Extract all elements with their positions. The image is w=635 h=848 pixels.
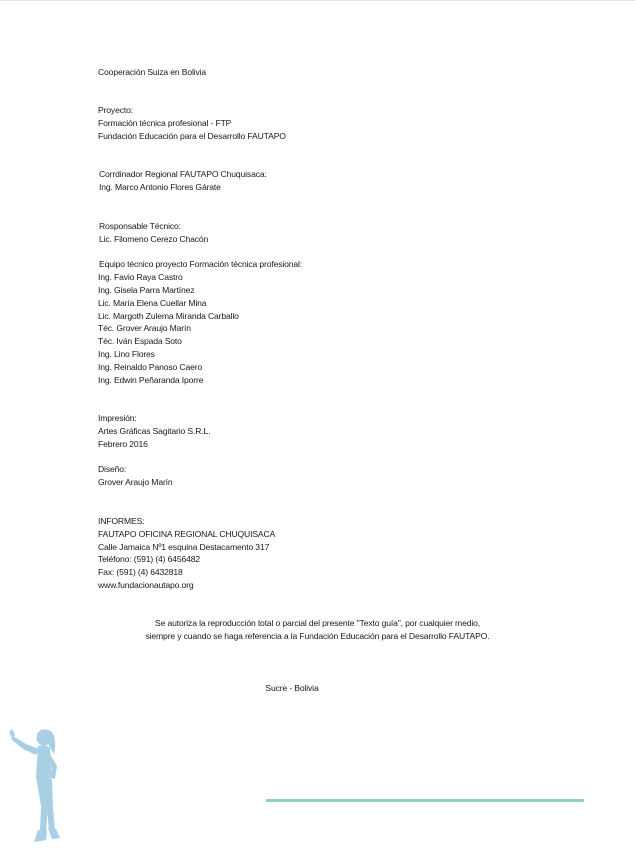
reproduction-notice-line1: Se autoriza la reproducción total o parcial del presente "Texto guía", por cualquier medio, — [155, 618, 480, 628]
team-heading: Equipo técnico proyecto Formación técnica profesional: — [99, 259, 303, 269]
informes-fax: Fax: (591) (4) 6432818 — [98, 567, 183, 577]
informes-website: www.fundacionautapo.org — [98, 580, 194, 590]
design-name: Grover Araujo Marín — [98, 477, 173, 487]
reproduction-notice-line2: siempre y cuando se haga referencia a la Fundación Educación para el Desarrollo FAUTAPO. — [145, 631, 490, 641]
team-member: Lic. Margoth Zulema Miranda Carballo — [98, 311, 239, 321]
informes-address: Calle Jamaica Nº1 esquina Destacamento 317 — [98, 542, 270, 552]
informes-office: FAUTAPO OFICINA REGIONAL CHUQUISACA — [98, 529, 276, 539]
printing-heading: Impresión: — [98, 413, 137, 423]
team-member: Ing. Gisela Parra Martínez — [98, 285, 195, 295]
footer-accent-line — [266, 799, 584, 802]
printing-company: Artes Gráficas Sagitario S.R.L. — [98, 426, 211, 436]
project-foundation: Fundación Educación para el Desarrollo FAUTAPO — [98, 131, 286, 141]
person-silhouette-icon — [0, 724, 72, 848]
project-name: Formación técnica profesional - FTP — [98, 118, 232, 128]
printing-date: Febrero 2016 — [98, 439, 148, 449]
team-member: Téc. Iván Espada Soto — [98, 336, 182, 346]
coordinator-heading: Corrdinador Regional FAUTAPO Chuquisaca: — [99, 169, 267, 179]
project-heading: Proyecto: — [98, 105, 133, 115]
organization-name: Cooperación Suiza en Bolivia — [98, 67, 207, 77]
team-member: Ing. Favio Raya Castro — [98, 272, 183, 282]
technical-lead-name: Lic. Filomeno Cerezo Chacón — [99, 234, 209, 244]
technical-lead-heading: Rosponsable Técnico: — [99, 221, 181, 231]
design-heading: Diseño: — [98, 464, 127, 474]
top-border — [0, 0, 635, 1]
team-member: Lic. María Elena Cuellar Mina — [98, 298, 207, 308]
team-member: Ing. Edwin Peñaranda Iporre — [98, 375, 204, 385]
coordinator-name: Ing. Marco Antonio Flores Gárate — [99, 182, 221, 192]
place-label: Sucre - Bolivia — [265, 683, 319, 693]
informes-phone: Teléfono: (591) (4) 6456482 — [98, 554, 201, 564]
team-member: Téc. Grover Araujo Marín — [98, 323, 191, 333]
team-member: Ing. Lino Flores — [98, 349, 155, 359]
team-member: Ing. Reinaldo Panoso Caero — [98, 362, 203, 372]
informes-heading: INFORMES: — [98, 516, 145, 526]
